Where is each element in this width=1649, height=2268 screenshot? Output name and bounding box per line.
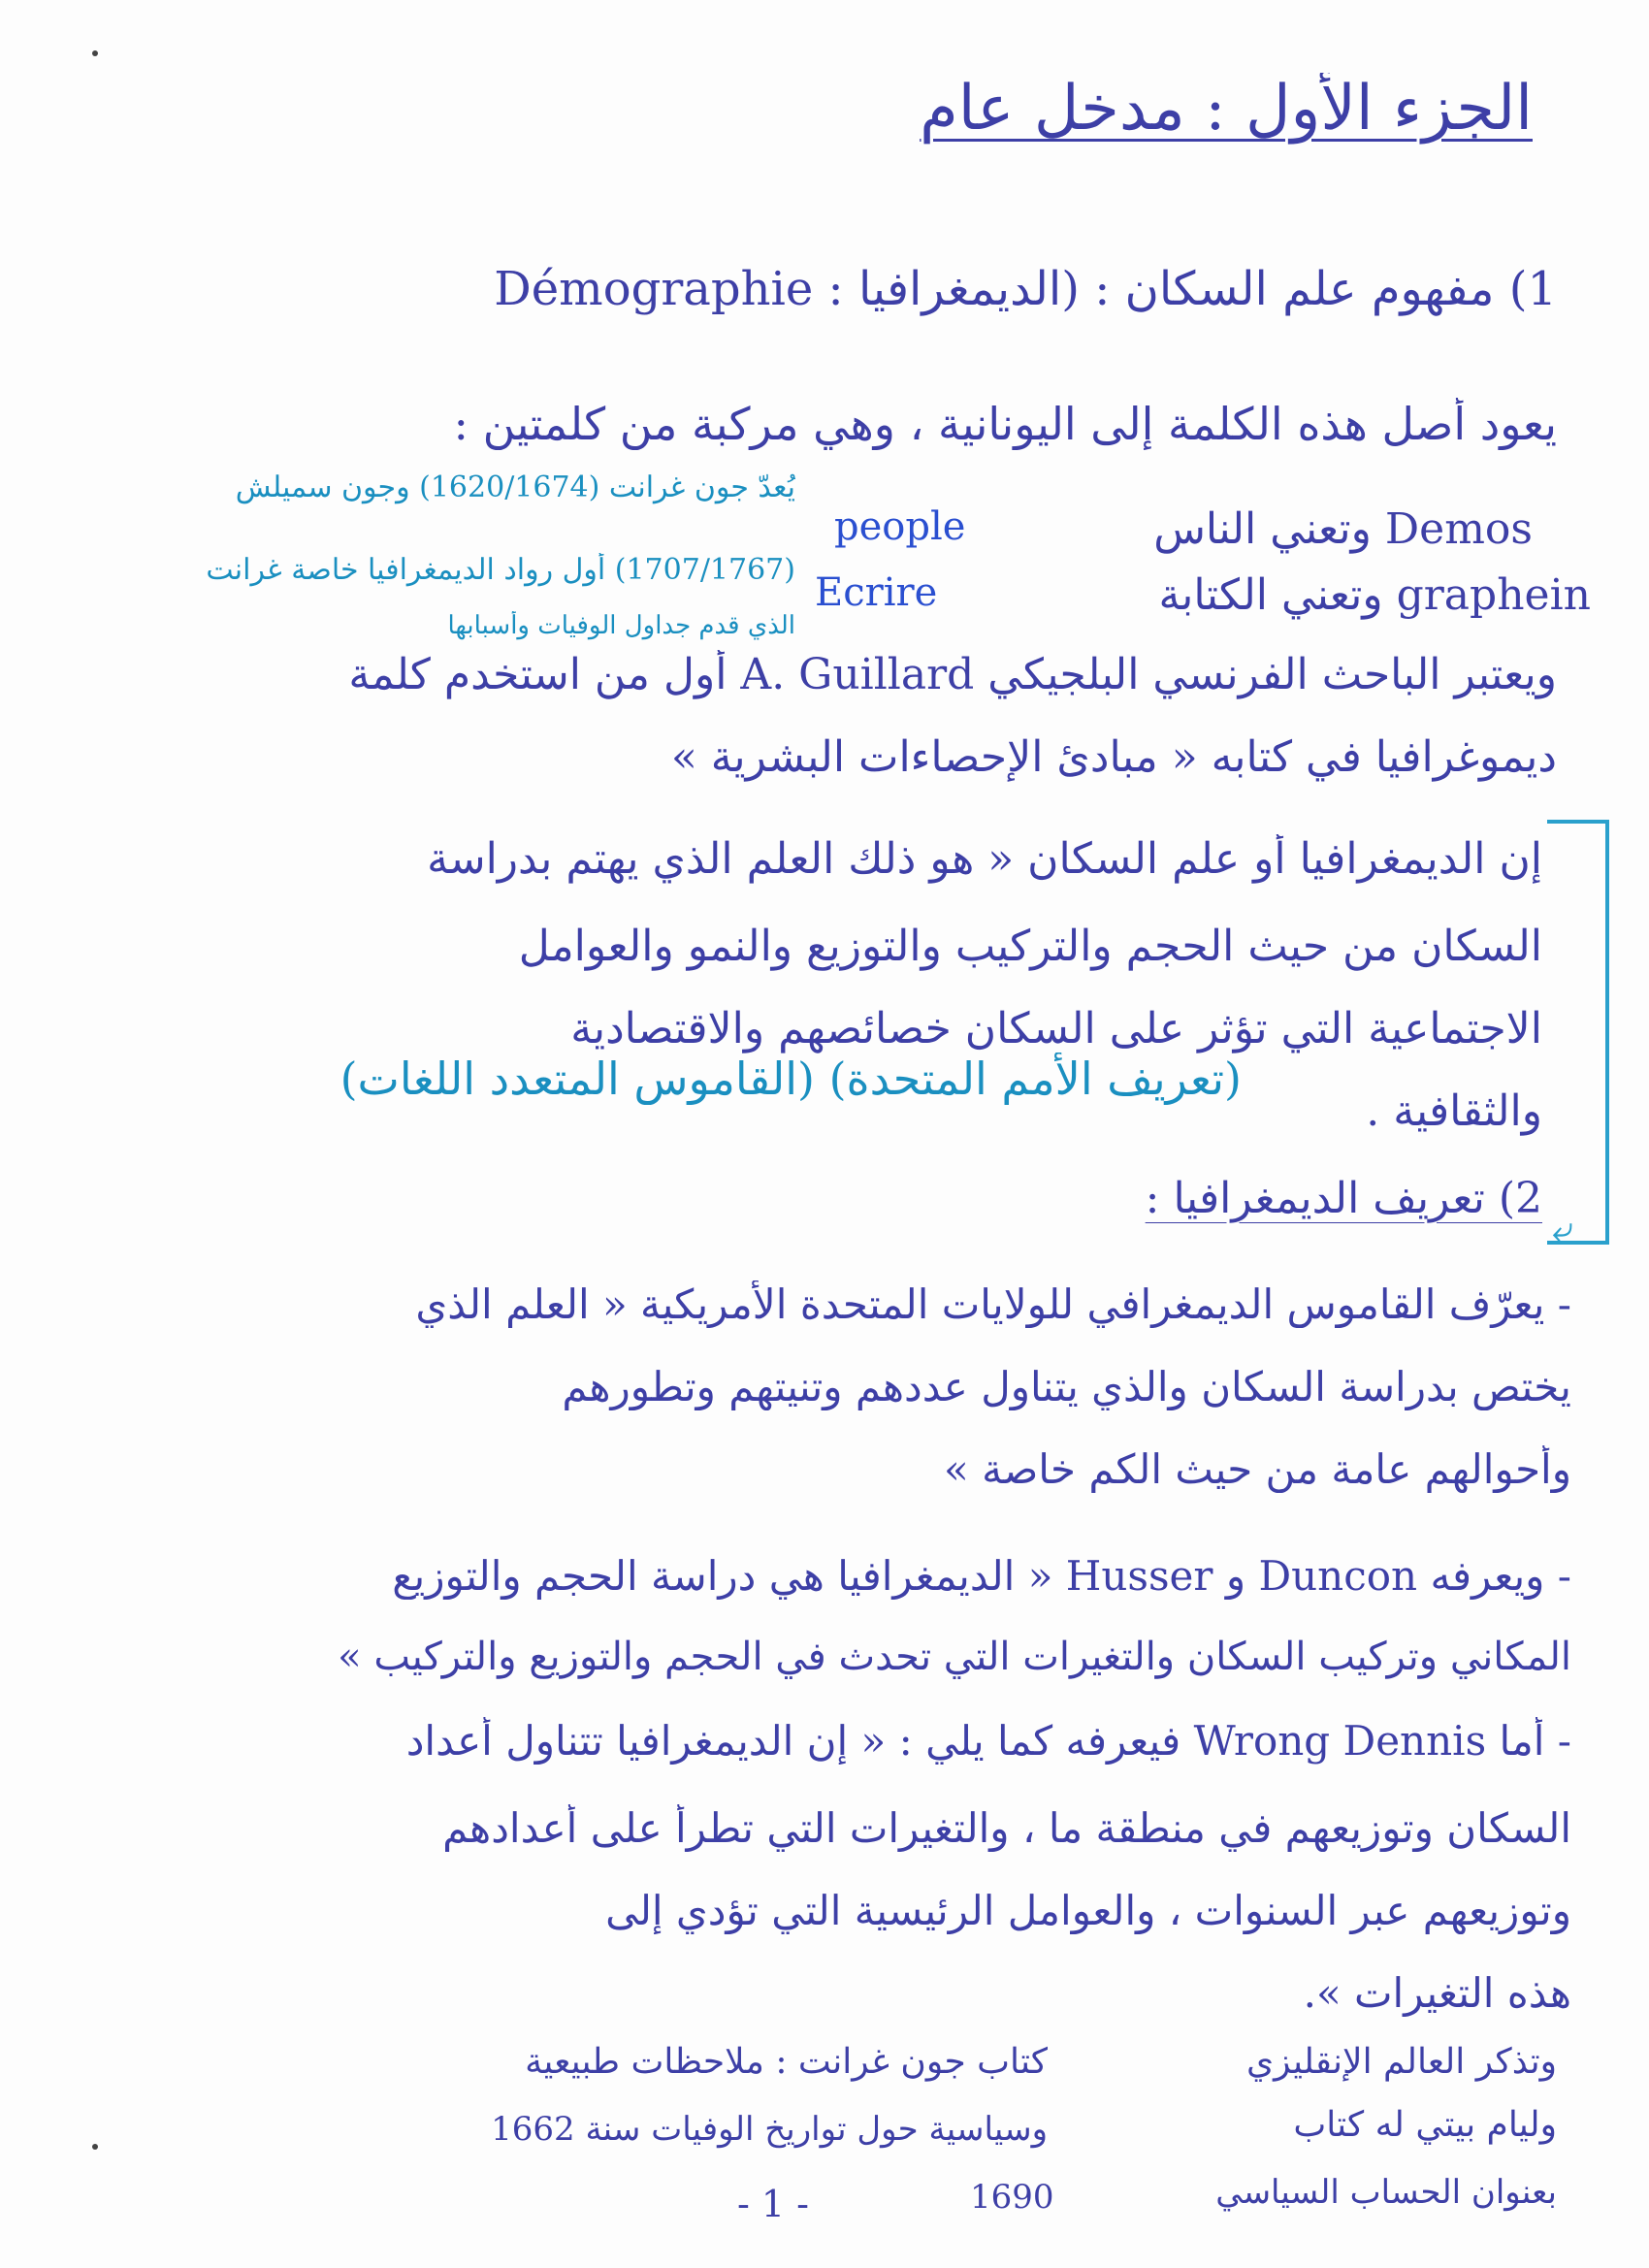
def1-line-1: - يعرّف القاموس الديمغرافي للولايات المتحدة الأمريكية « العلم الذي [415,1280,1571,1328]
note-graunt-3: الذي قدم جداول الوفيات وأسبابها [447,611,795,640]
footer-left-1: كتاب جون غرانت : ملاحظات طبيعية [525,2042,1048,2082]
footer-right-3: بعنوان الحساب السياسي [1215,2173,1557,2212]
graphein-line: graphein وتعني الكتابة [1158,570,1591,620]
def3-line-3: وتوزيعهم عبر السنوات ، والعوامل الرئيسية التي تؤدي إلى [605,1887,1571,1934]
people-label: people [834,504,966,549]
definition-bracket [1547,820,1609,1245]
bracket-arrow-icon: ⤶ [1552,1208,1574,1252]
def1-line-3: وأحوالهم عامة من حيث الكم خاصة » [944,1445,1571,1493]
definition-line-1: إن الديمغرافيا أو علم السكان « هو ذلك العلم الذي يهتم بدراسة [427,834,1542,884]
demos-line: Demos وتعني الناس [1153,504,1533,554]
footer-left-2: وسياسية حول تواريخ الوفيات سنة 1662 [491,2110,1048,2149]
page-title: الجزء الأول : مدخل عام [920,73,1533,145]
note-graunt-1: يُعدّ جون غرانت (1620/1674) وجون سميلش [235,470,795,504]
margin-mark [92,50,98,56]
footer-year: 1690 [970,2178,1054,2217]
page-number: - 1 - [737,2183,810,2225]
def2-line-2: المكاني وتركيب السكان والتغيرات التي تحدث في الحجم والتوزيع والتركيب » [338,1635,1571,1679]
def2-line-1: - ويعرفه Duncon و Husser « الديمغرافيا هي دراسة الحجم والتوزيع [392,1552,1571,1600]
guillard-line: ويعتبر الباحث الفرنسي البلجيكي A. Guillard أول من استخدم كلمة [348,650,1557,699]
footer-right-1: وتذكر العالم الإنقليزي [1245,2042,1557,2082]
ecrire-label: Ecrire [815,570,938,615]
def3-line-1: - أما Wrong Dennis فيعرفه كما يلي : « إن الديمغرافيا تتناول أعداد [405,1717,1571,1765]
origin-line: يعود أصل هذه الكلمة إلى اليونانية ، وهي مركبة من كلمتين : [453,398,1557,450]
definition-source: (تعريف الأمم المتحدة) (القاموس المتعدد اللغات) [340,1053,1242,1105]
def3-line-2: السكان وتوزيعهم في منطقة ما ، والتغيرات التي تطرأ على أعدادهم [442,1804,1571,1852]
definition-line-4: والثقافية . [1366,1086,1542,1136]
margin-mark [92,2144,98,2150]
section2-heading: 2) تعريف الديمغرافيا : [1145,1174,1542,1223]
def3-line-4: هذه التغيرات ». [1303,1969,1571,2017]
section1-heading: 1) مفهوم علم السكان : (الديمغرافيا : Démographie [494,262,1557,316]
definition-line-2: السكان من حيث الحجم والتركيب والتوزيع والنمو والعوامل [518,922,1542,971]
definition-line-3: الاجتماعية التي تؤثر على السكان خصائصهم والاقتصادية [570,1004,1542,1053]
footer-right-2: وليام بيتي له كتاب [1293,2105,1557,2145]
def1-line-2: يختص بدراسة السكان والذي يتناول عددهم وتنيتهم وتطورهم [562,1363,1571,1410]
note-graunt-2: (1707/1767) أول رواد الديمغرافيا خاصة غرانت [206,553,795,587]
guillard-line-2: ديموغرافيا في كتابه « مبادئ الإحصاءات البشرية » [670,732,1557,782]
